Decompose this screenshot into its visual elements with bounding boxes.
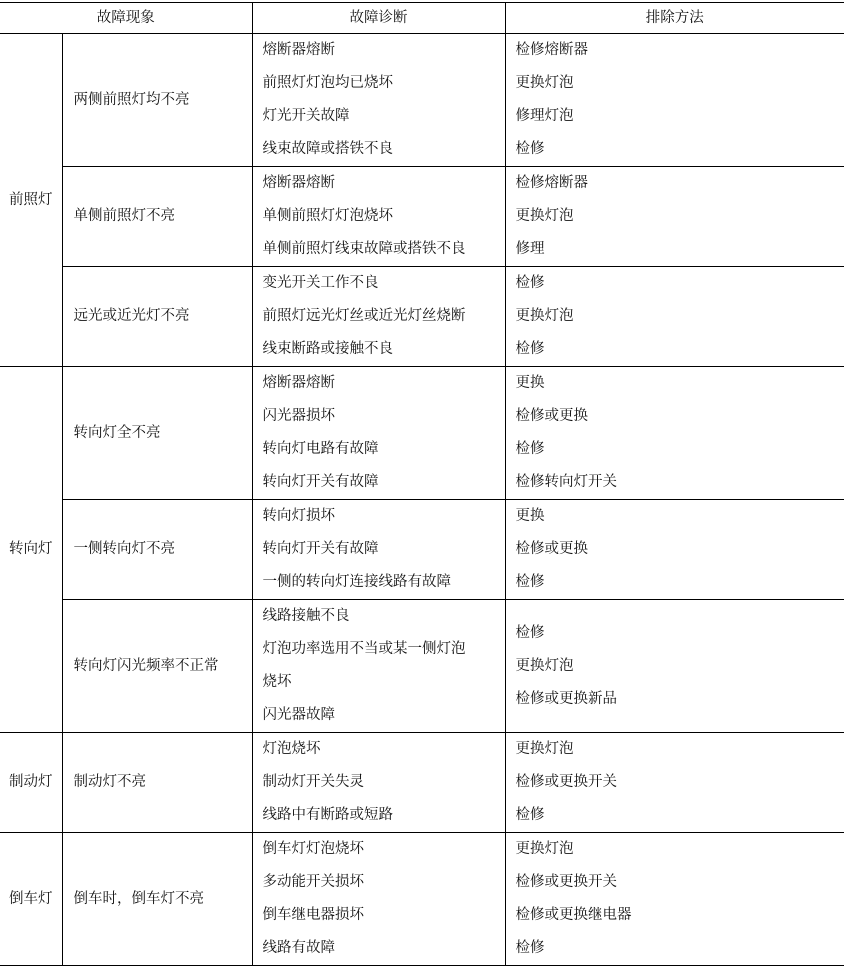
table-header <box>0 3 844 34</box>
diagnosis-line: 闪光器损坏 <box>263 400 505 433</box>
remedy-line: 更换 <box>516 367 844 400</box>
remedy-line: 检修 <box>516 932 844 965</box>
remedy-line: 检修 <box>516 433 844 466</box>
remedy-line: 更换灯泡 <box>516 833 844 866</box>
diagnosis-line: 烧坏 <box>263 666 505 699</box>
diagnosis-line: 闪光器故障 <box>263 699 505 732</box>
remedy-line: 检修 <box>516 133 844 166</box>
remedy-line: 检修 <box>516 267 844 300</box>
remedy-cell <box>505 34 844 167</box>
symptom-cell: 远光或近光灯不亮 <box>62 267 252 367</box>
diagnosis-cell <box>252 167 505 267</box>
remedy-cell <box>505 500 844 600</box>
symptom-cell: 一侧转向灯不亮 <box>62 500 252 600</box>
remedy-cell <box>505 733 844 833</box>
remedy-line: 更换灯泡 <box>516 650 844 683</box>
diagnosis-line: 单侧前照灯灯泡烧坏 <box>263 200 505 233</box>
symptom-cell: 倒车时，倒车灯不亮 <box>62 833 252 966</box>
remedy-line: 检修 <box>516 799 844 832</box>
diagnosis-line: 线束故障或搭铁不良 <box>263 133 505 166</box>
remedy-line: 修理 <box>516 233 844 266</box>
diagnosis-line: 熔断器熔断 <box>263 167 505 200</box>
remedy-line: 检修熔断器 <box>516 34 844 67</box>
diagnosis-line: 转向灯电路有故障 <box>263 433 505 466</box>
table-row <box>0 34 844 167</box>
header-row <box>0 3 844 34</box>
diagnosis-line: 转向灯开关有故障 <box>263 533 505 566</box>
system-cell: 转向灯 <box>0 367 62 733</box>
diagnosis-line: 熔断器熔断 <box>263 34 505 67</box>
remedy-line: 检修 <box>516 617 844 650</box>
symptom-cell: 两侧前照灯均不亮 <box>62 34 252 167</box>
diagnosis-line: 线路中有断路或短路 <box>263 799 505 832</box>
table-row <box>0 600 844 733</box>
remedy-cell <box>505 367 844 500</box>
diagnosis-cell <box>252 600 505 733</box>
diagnosis-cell <box>252 500 505 600</box>
remedy-line: 检修或更换 <box>516 533 844 566</box>
table-row <box>0 733 844 833</box>
table-body <box>0 34 844 966</box>
diagnosis-line: 线路接触不良 <box>263 600 505 633</box>
diagnosis-line: 灯泡烧坏 <box>263 733 505 766</box>
remedy-line: 更换灯泡 <box>516 200 844 233</box>
diagnosis-line: 线路有故障 <box>263 932 505 965</box>
diagnosis-line: 一侧的转向灯连接线路有故障 <box>263 566 505 599</box>
diagnosis-line: 多动能开关损坏 <box>263 866 505 899</box>
remedy-line: 检修 <box>516 566 844 599</box>
remedy-line: 更换灯泡 <box>516 67 844 100</box>
remedy-cell <box>505 167 844 267</box>
diagnosis-line: 变光开关工作不良 <box>263 267 505 300</box>
header-diagnosis: 故障诊断 <box>252 3 505 34</box>
diagnosis-line: 转向灯开关有故障 <box>263 466 505 499</box>
remedy-line: 更换灯泡 <box>516 300 844 333</box>
remedy-line: 检修或更换 <box>516 400 844 433</box>
diagnosis-cell <box>252 733 505 833</box>
remedy-line: 检修或更换新品 <box>516 683 844 716</box>
remedy-line: 检修转向灯开关 <box>516 466 844 499</box>
remedy-line: 更换 <box>516 500 844 533</box>
diagnosis-cell <box>252 34 505 167</box>
header-symptom: 故障现象 <box>0 3 252 34</box>
diagnosis-line: 单侧前照灯线束故障或搭铁不良 <box>263 233 505 266</box>
diagnosis-line: 前照灯远光灯丝或近光灯丝烧断 <box>263 300 505 333</box>
diagnosis-line: 灯光开关故障 <box>263 100 505 133</box>
remedy-line: 更换灯泡 <box>516 733 844 766</box>
diagnosis-line: 倒车继电器损坏 <box>263 899 505 932</box>
diagnosis-cell <box>252 833 505 966</box>
table-row <box>0 833 844 966</box>
diagnosis-line: 熔断器熔断 <box>263 367 505 400</box>
remedy-line: 检修 <box>516 333 844 366</box>
remedy-line: 检修或更换开关 <box>516 866 844 899</box>
diagnosis-line: 转向灯损坏 <box>263 500 505 533</box>
diagnosis-line: 倒车灯灯泡烧坏 <box>263 833 505 866</box>
system-cell: 制动灯 <box>0 733 62 833</box>
diagnosis-cell <box>252 367 505 500</box>
table-row <box>0 500 844 600</box>
symptom-cell: 制动灯不亮 <box>62 733 252 833</box>
remedy-cell <box>505 267 844 367</box>
table-row <box>0 367 844 500</box>
header-remedy: 排除方法 <box>505 3 844 34</box>
remedy-line: 检修或更换开关 <box>516 766 844 799</box>
symptom-cell: 单侧前照灯不亮 <box>62 167 252 267</box>
fault-diagnosis-table <box>0 2 844 966</box>
remedy-cell <box>505 833 844 966</box>
table-row <box>0 167 844 267</box>
system-cell: 前照灯 <box>0 34 62 367</box>
diagnosis-line: 制动灯开关失灵 <box>263 766 505 799</box>
symptom-cell: 转向灯全不亮 <box>62 367 252 500</box>
remedy-line: 检修或更换继电器 <box>516 899 844 932</box>
remedy-cell <box>505 600 844 733</box>
system-cell: 倒车灯 <box>0 833 62 966</box>
table-row <box>0 267 844 367</box>
remedy-line: 检修熔断器 <box>516 167 844 200</box>
diagnosis-line: 灯泡功率选用不当或某一侧灯泡 <box>263 633 505 666</box>
diagnosis-line: 前照灯灯泡均已烧坏 <box>263 67 505 100</box>
symptom-cell: 转向灯闪光频率不正常 <box>62 600 252 733</box>
diagnosis-line: 线束断路或接触不良 <box>263 333 505 366</box>
remedy-line: 修理灯泡 <box>516 100 844 133</box>
diagnosis-cell <box>252 267 505 367</box>
